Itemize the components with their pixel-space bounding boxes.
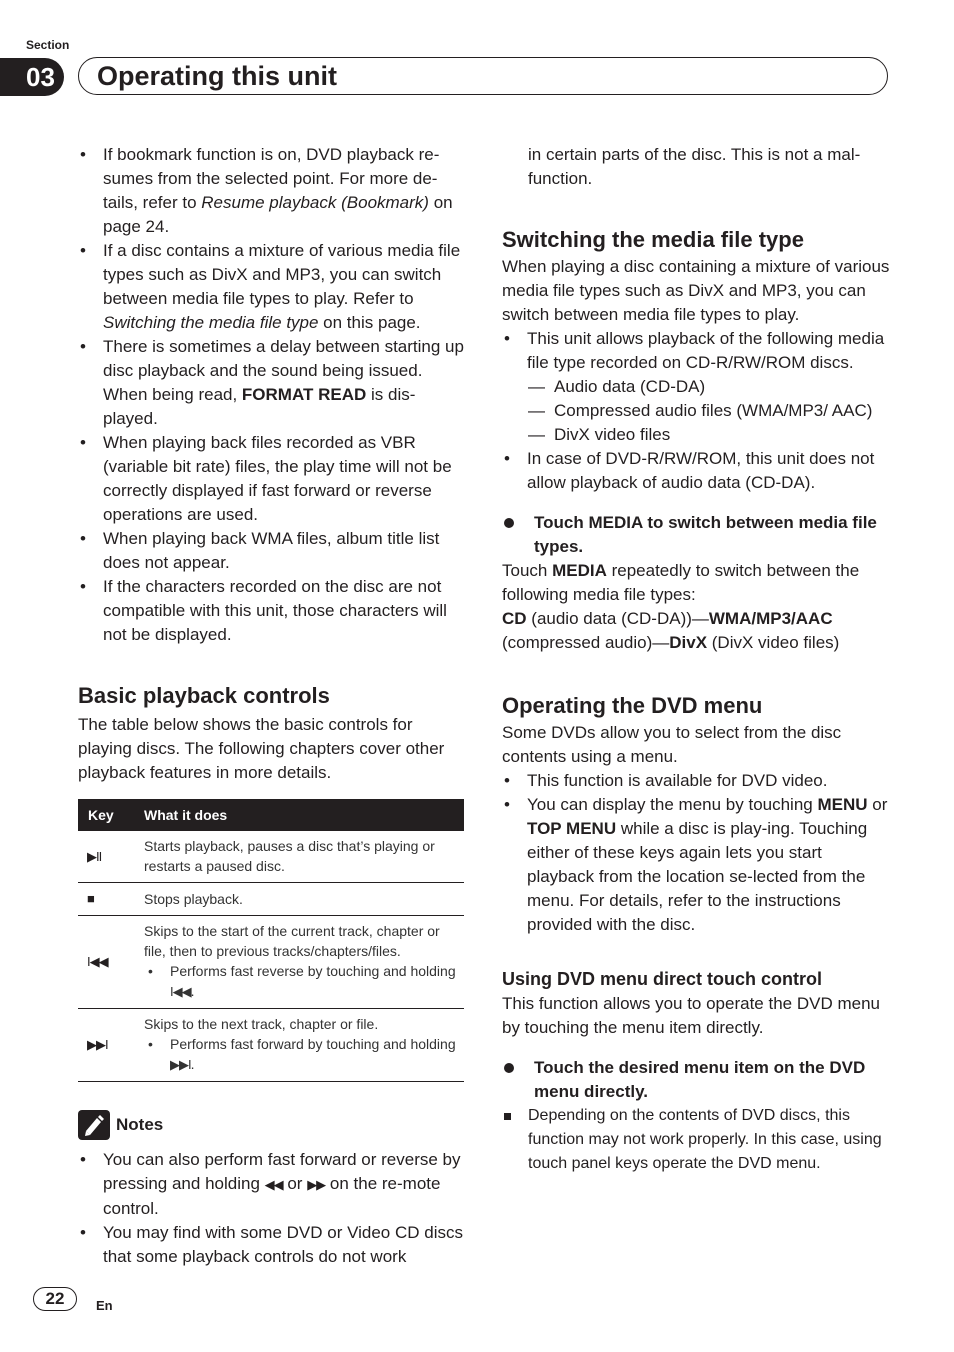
section-label: Section <box>26 38 70 52</box>
display-message: FORMAT READ <box>241 385 367 404</box>
table-cell: Skips to the start of the current track, chapter or file, then to previous tracks/chapters/files. • Performs fast reverse by touching and holding I◀◀. <box>134 916 464 1009</box>
left-column <box>78 142 464 1269</box>
list-item: • If bookmark function is on, DVD playback re-sumes from the selected point. For more de-tails, refer to Resume playback (Bookmark) on page 24. <box>78 143 464 239</box>
switch-media-list <box>502 327 890 375</box>
direct-touch-note: Depending on the contents of DVD discs, this function may not work properly. In this case, using touch panel keys operate the DVD menu. <box>502 1104 890 1176</box>
direct-touch-heading: Using DVD menu direct touch control <box>502 969 823 989</box>
list-item: — Audio data (CD-DA) <box>528 375 890 399</box>
direct-touch-step: Touch the desired menu item on the DVD menu directly. <box>502 1056 890 1104</box>
list-item: • You can display the menu by touching MENU or TOP MENU while a disc is play-ing. Touching either of these keys again lets you start playback from the location se-lected from the menu. For details, refer to the instructions provided with the disc. <box>502 793 890 937</box>
list-item: • There is sometimes a delay between starting up disc playback and the sound being issued. When being read, FORMAT READ is dis-played. <box>78 335 464 431</box>
switch-media-instruction: Touch MEDIA repeatedly to switch between the following media file types: <box>502 561 860 604</box>
list-item: • If a disc contains a mixture of various media file types such as DivX and MP3, you can switch between media file types to play. Refer to Switching the media file type on this page. <box>78 239 464 335</box>
list-item: • This function is available for DVD video. <box>502 769 890 793</box>
stop-icon: ■ <box>78 883 134 916</box>
list-item: — DivX video files <box>528 423 890 447</box>
table-row <box>78 883 464 916</box>
dvd-menu-list <box>502 769 890 937</box>
sub-note: • Performs fast reverse by touching and holding I◀◀. <box>144 961 464 1002</box>
notes-label: Notes <box>116 1115 164 1134</box>
table-row <box>78 831 464 883</box>
controls-table <box>78 799 464 1082</box>
media-types-list <box>502 375 890 447</box>
pencil-icon <box>78 1110 110 1140</box>
list-item: • This unit allows playback of the following media file type recorded on CD-R/RW/ROM discs. <box>502 327 890 375</box>
cross-reference: Switching the media file type <box>103 313 319 332</box>
direct-touch-intro: This function allows you to operate the DVD menu by touching the menu item directly. <box>502 994 880 1037</box>
media-sequence: CD (audio data (CD-DA))—WMA/MP3/AAC (compressed audio)—DivX (DivX video files) <box>502 609 840 652</box>
notes-header <box>78 1110 464 1140</box>
switch-media-list-2 <box>502 447 890 495</box>
page-number: 22 <box>33 1287 77 1311</box>
right-column <box>502 142 890 1176</box>
skip-forward-icon: ▶▶I <box>78 1009 134 1082</box>
basic-controls-intro: The table below shows the basic controls for playing discs. The following chapters cover other playback features in more details. <box>78 715 445 782</box>
table-row <box>78 1009 464 1082</box>
general-notes-list <box>78 143 464 647</box>
switch-media-heading: Switching the media file type <box>502 227 804 252</box>
switch-media-step: Touch MEDIA to switch between media file types. <box>502 511 890 559</box>
switch-media-intro: When playing a disc containing a mixture of various media file types such as DivX and MP3, you can switch between media file types to play. <box>502 257 890 324</box>
list-item: • You can also perform fast forward or reverse by pressing and holding ◀◀ or ▶▶ on the re-mote control. <box>78 1148 464 1221</box>
sub-note: • Performs fast forward by touching and holding ▶▶I. <box>144 1034 464 1075</box>
dvd-menu-heading: Operating the DVD menu <box>502 693 763 718</box>
list-item: • You may find with some DVD or Video CD discs that some playback controls do not work <box>78 1221 464 1269</box>
skip-forward-icon: ▶▶I <box>170 1057 191 1072</box>
table-header-what: What it does <box>134 799 464 831</box>
dvd-menu-intro: Some DVDs allow you to select from the disc contents using a menu. <box>502 723 842 766</box>
list-item: • In case of DVD-R/RW/ROM, this unit does not allow playback of audio data (CD-DA). <box>502 447 890 495</box>
table-header-key: Key <box>78 799 134 831</box>
rewind-icon: ◀◀ <box>264 1177 283 1192</box>
chapter-title-box <box>78 57 888 95</box>
play-pause-icon: ▶II <box>78 831 134 883</box>
table-cell: Starts playback, pauses a disc that’s playing or restarts a paused disc. <box>134 831 464 883</box>
list-item: — Compressed audio files (WMA/MP3/ AAC) <box>528 399 890 423</box>
page-title: Operating this unit <box>97 61 337 91</box>
table-cell: Stops playback. <box>134 883 464 916</box>
section-number-badge: 03 <box>0 58 64 96</box>
list-item: • When playing back WMA files, album title list does not appear. <box>78 527 464 575</box>
continuation-text: in certain parts of the disc. This is not a mal-function. <box>528 145 861 188</box>
list-item: • If the characters recorded on the disc are not compatible with this unit, those characters will not be displayed. <box>78 575 464 647</box>
cross-reference: Resume playback (Bookmark) <box>201 193 429 212</box>
list-item: • When playing back files recorded as VBR (variable bit rate) files, the play time will not be correctly displayed if fast forward or reverse operations are used. <box>78 431 464 527</box>
notes-list <box>78 1148 464 1269</box>
skip-back-icon: I◀◀ <box>170 984 191 999</box>
skip-back-icon: I◀◀ <box>78 916 134 1009</box>
basic-controls-heading: Basic playback controls <box>78 683 330 708</box>
table-cell: Skips to the next track, chapter or file. • Performs fast forward by touching and holding ▶▶I. <box>134 1009 464 1082</box>
fast-forward-icon: ▶▶ <box>307 1177 326 1192</box>
language-label: En <box>96 1298 113 1313</box>
table-row <box>78 916 464 1009</box>
